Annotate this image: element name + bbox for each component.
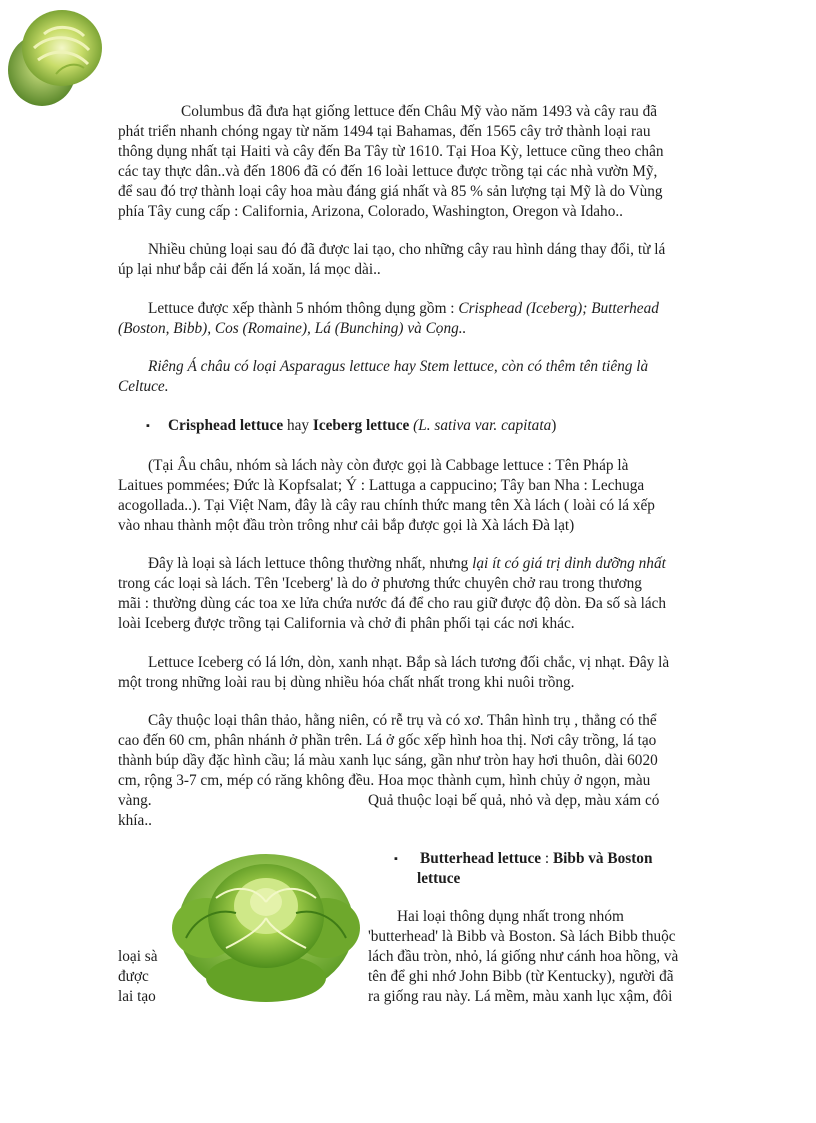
p3-line-1 [148,299,728,319]
p1-line-6: phía Tây cung cấp : California, Arizona, Colorado, Washington, Oregon và Idaho.. [118,203,623,220]
p7-line-1: Lettuce Iceberg có lá lớn, dòn, xanh nhạt. Bắp sà lách tương đối chắc, vị nhạt. Đây là [148,654,670,671]
p6-line-1a: Đây là loại sà lách lettuce thông thường nhất, nhưng [148,555,473,572]
p5-line-4: vào nhau thành một đầu tròn trông như cải bắp được gọi là Xà lách Đà lạt) [118,517,575,534]
bullet-2-heading [420,849,710,869]
bullet-2-bold-2: Bibb và Boston [552,850,653,867]
p6-line-1b: lại ít có giá trị dinh dưỡng nhất [472,555,666,572]
bullet-1-mid: hay [283,417,313,434]
p1-line-4: các tay thực dân..và đến 1806 đã có đến 16 loài lettuce được trồng tại các nhà vườn Mỹ, [118,163,658,180]
bullet-2-marker: ▪ [394,853,398,865]
cabbage-image [4,4,114,112]
p4-text-1: Riêng Á châu có loại Asparagus lettuce hay Stem lettuce, còn có thêm tên tiêng là [148,358,649,375]
p3-lead: Lettuce được xếp thành 5 nhóm thông dụng gồm : [148,300,459,317]
p8-line-2: cao đến 60 cm, phân nhánh ở phần trên. Lá ở gốc xếp hình hoa thị. Nơi cây trồng, lá tạo [118,732,657,749]
p2-line-1: Nhiều chủng loại sau đó đã được lai tạo, cho những cây rau hình dáng thay đổi, từ lá [148,241,666,258]
p9-left-3: loại sà [118,948,158,965]
p8-line-5a: vàng. [118,792,152,809]
p2-line-2: úp lại như bắp cải đến lá xoăn, lá mọc dài.. [118,261,381,278]
p3-italic-2: (Boston, Bibb), Cos (Romaine), Lá (Bunching) và Cọng.. [118,320,467,337]
bullet-1-bold-1: Crisphead lettuce [168,417,284,434]
p1-line-3: thông dụng nhất tại Haiti và cây đến Ba Tây từ 1610. Tại Hoa Kỳ, lettuce cũng theo chân [118,143,664,160]
p3-line-2 [118,319,698,339]
p3-italic-1: Crisphead (Iceberg); Butterhead [458,300,659,317]
p9-left-4: được [118,968,149,985]
butterhead-image [166,828,366,1006]
p8-line-3: thành búp dầy đặc hình cầu; lá màu xanh lục sáng, gần như tròn hay hơi thuôn, dài 6020 [118,752,658,769]
p8-line-4: cm, rộng 3-7 cm, mép có răng không đều. Hoa mọc thành cụm, hình chủy ở ngọn, màu [118,772,651,789]
p1-line-1: Columbus đã đưa hạt giống lettuce đến Châu Mỹ vào năm 1493 và cây rau đã [181,103,658,120]
p4-line-2 [118,377,698,397]
bullet-1-close: ) [551,417,557,434]
p9-left-5: lai tạo [118,988,156,1005]
p6-line-3: mãi : thường dùng các toa xe lửa chứa nước đá để cho rau giữ được độ dòn. Đa số sà lách [118,595,667,612]
p5-line-1: (Tại Âu châu, nhóm sà lách này còn được gọi là Cabbage lettuce : Tên Pháp là [148,457,629,474]
bullet-2-bold-1: Butterhead lettuce [420,850,542,867]
p4-line-1 [148,357,728,377]
p1-line-5: để sau đó trợ thành loại cây hoa màu đáng giá nhất và 85 % sản lượng tại Mỹ là do Vùng [118,183,663,200]
p9-right-4: tên để ghi nhớ John Bibb (từ Kentucky), người đã [368,968,674,985]
bullet-2-sep: : [541,850,553,867]
p8-line-1: Cây thuộc loại thân thảo, hằng niên, có rễ trụ và có xơ. Thân hình trụ , thẳng có thể [148,712,657,729]
bullet-1-heading [168,416,748,436]
bullet-1-italic: (L. sativa var. capitata [409,417,552,434]
p1-line-2: phát triển nhanh chóng ngay từ năm 1494 tại Bahamas, đến 1565 cây trở thành loại rau [118,123,651,140]
p8-line-5b: Quả thuộc loại bế quả, nhỏ và dẹp, màu xám có [368,792,660,809]
p9-right-3: lách đầu tròn, nhỏ, lá giống như cánh hoa hồng, và [368,948,679,965]
bullet-2-heading-line-2 [417,869,617,889]
p9-right-1: Hai loại thông dụng nhất trong nhóm [397,908,624,925]
p5-line-2: Laitues pommées; Đức là Kopfsalat; Ý : Lattuga a cappucino; Tây ban Nha : Lechuga [118,477,645,494]
p9-right-5: ra giống rau này. Lá mềm, màu xanh lục xậm, đôi [368,988,673,1005]
p9-right-2: 'butterhead' là Bibb và Boston. Sà lách Bibb thuộc [368,928,676,945]
p4-text-2: Celtuce. [118,378,169,395]
p5-line-3: acogollada..). Tại Việt Nam, đây là cây rau chính thức mang tên Xà lách ( loài có lá xếp [118,497,655,514]
bullet-1-marker: ▪ [146,420,150,432]
p8-line-6: khía.. [118,812,152,829]
p6-line-2: trong các loại sà lách. Tên 'Iceberg' là do ở phương thức chuyên chở rau trong thương [118,575,642,592]
p6-line-4: loài Iceberg được trồng tại California và chở đi phân phối tại các nơi khác. [118,615,575,632]
p7-line-2: một trong những loài rau bị dùng nhiều hóa chất nhất trong khi nuôi trồng. [118,674,575,691]
bullet-2-bold-3: lettuce [417,870,461,887]
p6-line-1 [148,554,728,574]
bullet-1-bold-2: Iceberg lettuce [312,417,410,434]
